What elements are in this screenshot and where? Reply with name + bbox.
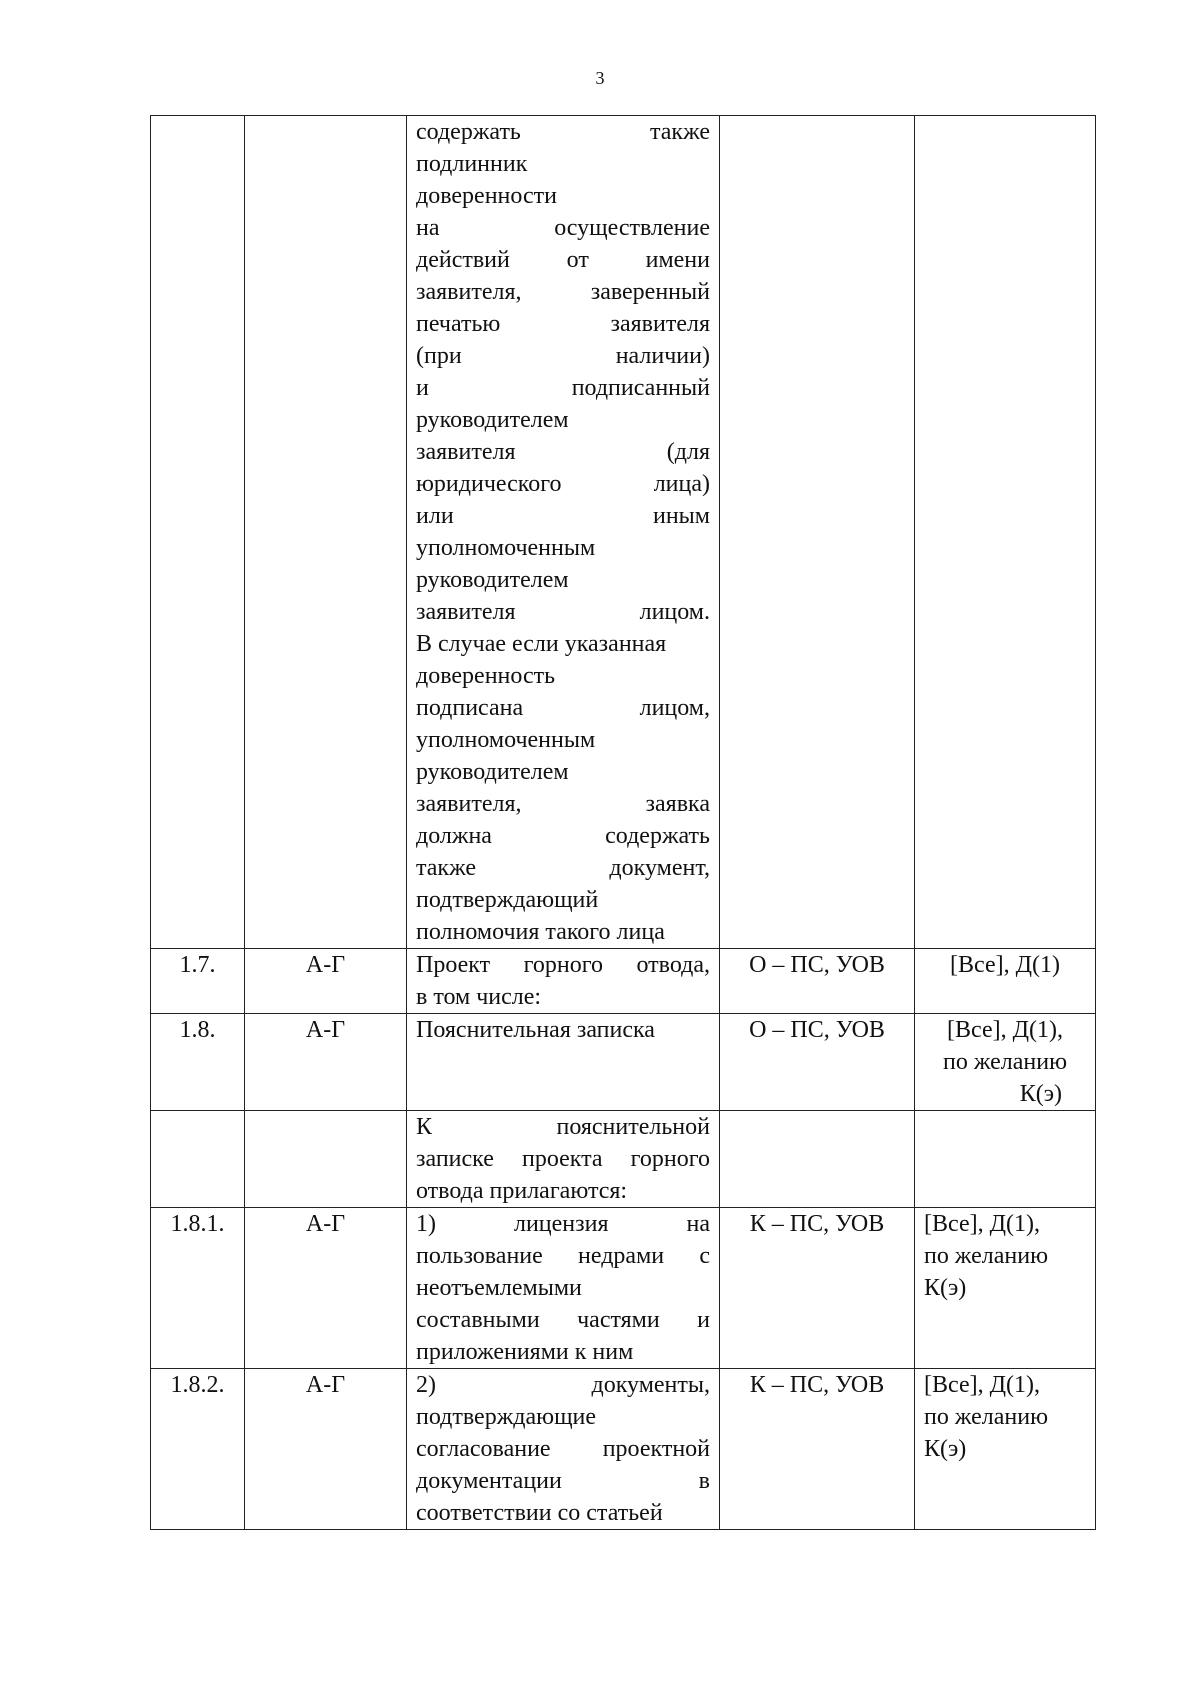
document-description-cell (407, 1014, 720, 1111)
description-line: юридического лица) (416, 471, 710, 497)
requirement-line: К(э) (924, 1275, 967, 1301)
document-description-cell (407, 1208, 720, 1369)
item-number-cell: 1.8.1. (151, 1208, 245, 1369)
description-line: подтверждающий (416, 887, 599, 913)
table-row (151, 1208, 1096, 1369)
table-row (151, 1369, 1096, 1530)
requirement-line: [Все], Д(1), (924, 1211, 1040, 1237)
document-form-cell (720, 116, 915, 949)
table-row (151, 949, 1096, 1014)
document-description-cell (407, 1369, 720, 1530)
document-description-cell (407, 116, 720, 949)
description-line: подлинник (416, 151, 528, 177)
description-line: Пояснительная записка (416, 1017, 655, 1043)
description-line: подтверждающие (416, 1404, 597, 1430)
description-line: уполномоченным (416, 535, 596, 561)
description-line: уполномоченным (416, 727, 596, 753)
description-line: неотъемлемыми (416, 1275, 582, 1301)
description-line: согласование проектной (416, 1436, 710, 1462)
table-row (151, 1014, 1096, 1111)
requirement-cell (915, 949, 1096, 1014)
description-line: пользование недрами с (416, 1243, 710, 1269)
description-line: отвода прилагаются: (416, 1178, 628, 1204)
description-line: В случае если указанная (416, 631, 667, 657)
item-number-cell (151, 116, 245, 949)
requirement-cell (915, 1369, 1096, 1530)
description-line: заявителя, заверенный (416, 279, 710, 305)
description-line: руководителем (416, 759, 569, 785)
document-form-cell (720, 1111, 915, 1208)
item-number-cell: 1.8. (151, 1014, 245, 1111)
document-form-cell: К – ПС, УОВ (720, 1208, 915, 1369)
page-number: 3 (595, 68, 605, 88)
description-line: содержать также (416, 119, 710, 145)
description-line: заявителя, заявка (416, 791, 710, 817)
description-line: полномочия такого лица (416, 919, 665, 945)
description-line: (при наличии) (416, 343, 710, 369)
description-line: должна содержать (416, 823, 710, 849)
category-cell: А-Г (245, 1369, 407, 1530)
description-line: 1) лицензия на (416, 1211, 710, 1237)
item-number-cell: 1.7. (151, 949, 245, 1014)
requirements-table (150, 115, 1096, 1530)
requirement-line: [Все], Д(1), (924, 1372, 1040, 1398)
description-line: Проект горного отвода, (416, 952, 710, 978)
description-line: действий от имени (416, 247, 710, 273)
description-line: или иным (416, 503, 710, 529)
description-line: заявителя (для (416, 439, 710, 465)
item-number-cell: 1.8.2. (151, 1369, 245, 1530)
description-line: печатью заявителя (416, 311, 710, 337)
requirement-line: К(э) (1019, 1081, 1062, 1107)
requirement-line: [Все], Д(1), (947, 1017, 1063, 1043)
document-form-cell: К – ПС, УОВ (720, 1369, 915, 1530)
requirement-cell (915, 1014, 1096, 1111)
table-row (151, 116, 1096, 949)
table-row (151, 1111, 1096, 1208)
description-line: руководителем (416, 567, 569, 593)
description-line: К пояснительной (416, 1114, 710, 1140)
description-line: составными частями и (416, 1307, 710, 1333)
requirement-line: по желанию (924, 1404, 1049, 1430)
description-line: и подписанный (416, 375, 710, 401)
description-line: на осуществление (416, 215, 710, 241)
description-line: доверенность (416, 663, 556, 689)
requirement-line: [Все], Д(1) (950, 952, 1060, 978)
requirement-cell (915, 116, 1096, 949)
description-line: документации в (416, 1468, 710, 1494)
requirement-line: по желанию (924, 1243, 1049, 1269)
requirement-cell (915, 1208, 1096, 1369)
description-line: подписана лицом, (416, 695, 710, 721)
description-line: также документ, (416, 855, 710, 881)
description-line: доверенности (416, 183, 557, 209)
description-line: руководителем (416, 407, 569, 433)
document-form-cell: О – ПС, УОВ (720, 949, 915, 1014)
description-line: в том числе: (416, 984, 542, 1010)
description-line: соответствии со статьей (416, 1500, 663, 1526)
description-line: записке проекта горного (416, 1146, 710, 1172)
requirement-cell (915, 1111, 1096, 1208)
document-description-cell (407, 1111, 720, 1208)
description-line: приложениями к ним (416, 1339, 634, 1365)
requirement-line: К(э) (924, 1436, 967, 1462)
category-cell (245, 116, 407, 949)
item-number-cell (151, 1111, 245, 1208)
description-line: заявителя лицом. (416, 599, 710, 625)
requirement-line: по желанию (942, 1049, 1067, 1075)
category-cell: А-Г (245, 1014, 407, 1111)
category-cell: А-Г (245, 949, 407, 1014)
document-form-cell: О – ПС, УОВ (720, 1014, 915, 1111)
description-line: 2) документы, (416, 1372, 710, 1398)
category-cell (245, 1111, 407, 1208)
document-description-cell (407, 949, 720, 1014)
category-cell: А-Г (245, 1208, 407, 1369)
